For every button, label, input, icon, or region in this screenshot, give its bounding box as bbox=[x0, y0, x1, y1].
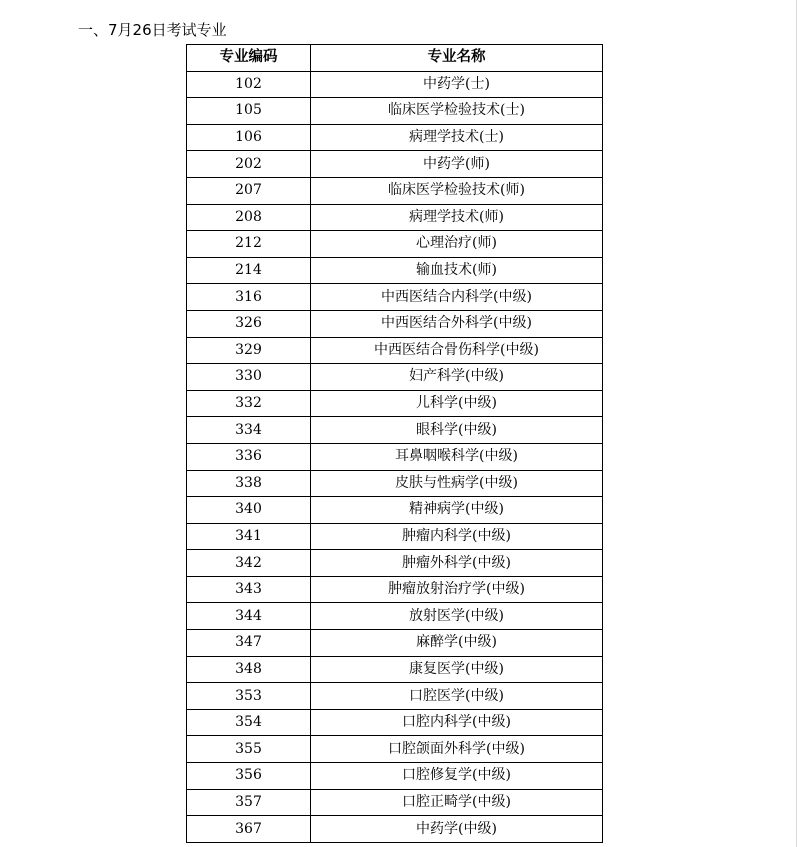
major-code-cell: 212 bbox=[187, 231, 311, 258]
table-row bbox=[187, 683, 603, 710]
major-code-cell: 353 bbox=[187, 683, 311, 710]
major-name-cell: 放射医学(中级) bbox=[311, 603, 603, 630]
major-code-cell: 356 bbox=[187, 763, 311, 790]
major-name-cell: 肿瘤外科学(中级) bbox=[311, 550, 603, 577]
major-name-cell: 心理治疗(师) bbox=[311, 231, 603, 258]
table-row bbox=[187, 630, 603, 657]
major-code-cell: 208 bbox=[187, 204, 311, 231]
table-row bbox=[187, 523, 603, 550]
table-row bbox=[187, 257, 603, 284]
major-name-cell: 精神病学(中级) bbox=[311, 497, 603, 524]
major-name-cell: 肿瘤放射治疗学(中级) bbox=[311, 576, 603, 603]
major-name-cell: 耳鼻咽喉科学(中级) bbox=[311, 443, 603, 470]
major-name-cell: 病理学技术(师) bbox=[311, 204, 603, 231]
table-row bbox=[187, 204, 603, 231]
major-code-cell: 214 bbox=[187, 257, 311, 284]
major-code-cell: 202 bbox=[187, 151, 311, 178]
major-name-cell: 病理学技术(士) bbox=[311, 124, 603, 151]
table-row bbox=[187, 364, 603, 391]
major-code-cell: 330 bbox=[187, 364, 311, 391]
major-code-cell: 207 bbox=[187, 177, 311, 204]
table-row bbox=[187, 71, 603, 98]
major-code-cell: 106 bbox=[187, 124, 311, 151]
major-code-cell: 347 bbox=[187, 630, 311, 657]
major-code-cell: 334 bbox=[187, 417, 311, 444]
major-code-cell: 344 bbox=[187, 603, 311, 630]
table-row bbox=[187, 763, 603, 790]
major-name-cell: 临床医学检验技术(士) bbox=[311, 98, 603, 125]
major-code-cell: 332 bbox=[187, 390, 311, 417]
major-code-cell: 343 bbox=[187, 576, 311, 603]
major-name-cell: 中药学(师) bbox=[311, 151, 603, 178]
major-code-cell: 342 bbox=[187, 550, 311, 577]
table-row bbox=[187, 550, 603, 577]
major-name-cell: 口腔正畸学(中级) bbox=[311, 789, 603, 816]
major-code-cell: 336 bbox=[187, 443, 311, 470]
table-row bbox=[187, 603, 603, 630]
table-row bbox=[187, 390, 603, 417]
major-code-cell: 105 bbox=[187, 98, 311, 125]
major-name-cell: 口腔颌面外科学(中级) bbox=[311, 736, 603, 763]
table-row bbox=[187, 284, 603, 311]
table-row bbox=[187, 470, 603, 497]
table-row bbox=[187, 310, 603, 337]
major-name-cell: 输血技术(师) bbox=[311, 257, 603, 284]
table-row bbox=[187, 443, 603, 470]
major-name-cell: 口腔内科学(中级) bbox=[311, 709, 603, 736]
major-code-cell: 355 bbox=[187, 736, 311, 763]
table-row bbox=[187, 98, 603, 125]
table-row bbox=[187, 151, 603, 178]
major-name-cell: 口腔修复学(中级) bbox=[311, 763, 603, 790]
table-row bbox=[187, 337, 603, 364]
major-table bbox=[186, 44, 603, 843]
table-row bbox=[187, 576, 603, 603]
major-name-cell: 肿瘤内科学(中级) bbox=[311, 523, 603, 550]
major-code-cell: 102 bbox=[187, 71, 311, 98]
page-heading: 一、7月26日考试专业 bbox=[78, 21, 227, 39]
major-name-cell: 康复医学(中级) bbox=[311, 656, 603, 683]
major-name-cell: 中西医结合骨伤科学(中级) bbox=[311, 337, 603, 364]
major-code-cell: 348 bbox=[187, 656, 311, 683]
table-row bbox=[187, 177, 603, 204]
table-row bbox=[187, 816, 603, 843]
major-code-cell: 326 bbox=[187, 310, 311, 337]
major-code-cell: 354 bbox=[187, 709, 311, 736]
major-name-cell: 麻醉学(中级) bbox=[311, 630, 603, 657]
major-name-cell: 中药学(中级) bbox=[311, 816, 603, 843]
table-row bbox=[187, 656, 603, 683]
major-name-cell: 中西医结合内科学(中级) bbox=[311, 284, 603, 311]
major-name-cell: 皮肤与性病学(中级) bbox=[311, 470, 603, 497]
major-name-cell: 口腔医学(中级) bbox=[311, 683, 603, 710]
major-code-cell: 341 bbox=[187, 523, 311, 550]
header-major-code: 专业编码 bbox=[187, 45, 311, 72]
major-code-cell: 338 bbox=[187, 470, 311, 497]
table-body bbox=[187, 71, 603, 842]
table-row bbox=[187, 231, 603, 258]
major-name-cell: 中西医结合外科学(中级) bbox=[311, 310, 603, 337]
major-table-container bbox=[186, 44, 602, 843]
table-row bbox=[187, 709, 603, 736]
major-name-cell: 中药学(士) bbox=[311, 71, 603, 98]
major-code-cell: 316 bbox=[187, 284, 311, 311]
table-row bbox=[187, 497, 603, 524]
table-row bbox=[187, 124, 603, 151]
major-name-cell: 妇产科学(中级) bbox=[311, 364, 603, 391]
major-code-cell: 329 bbox=[187, 337, 311, 364]
table-row bbox=[187, 417, 603, 444]
major-name-cell: 临床医学检验技术(师) bbox=[311, 177, 603, 204]
major-code-cell: 340 bbox=[187, 497, 311, 524]
table-row bbox=[187, 789, 603, 816]
major-name-cell: 儿科学(中级) bbox=[311, 390, 603, 417]
table-header-row bbox=[187, 45, 603, 72]
major-code-cell: 357 bbox=[187, 789, 311, 816]
major-name-cell: 眼科学(中级) bbox=[311, 417, 603, 444]
major-code-cell: 367 bbox=[187, 816, 311, 843]
table-row bbox=[187, 736, 603, 763]
header-major-name: 专业名称 bbox=[311, 45, 603, 72]
